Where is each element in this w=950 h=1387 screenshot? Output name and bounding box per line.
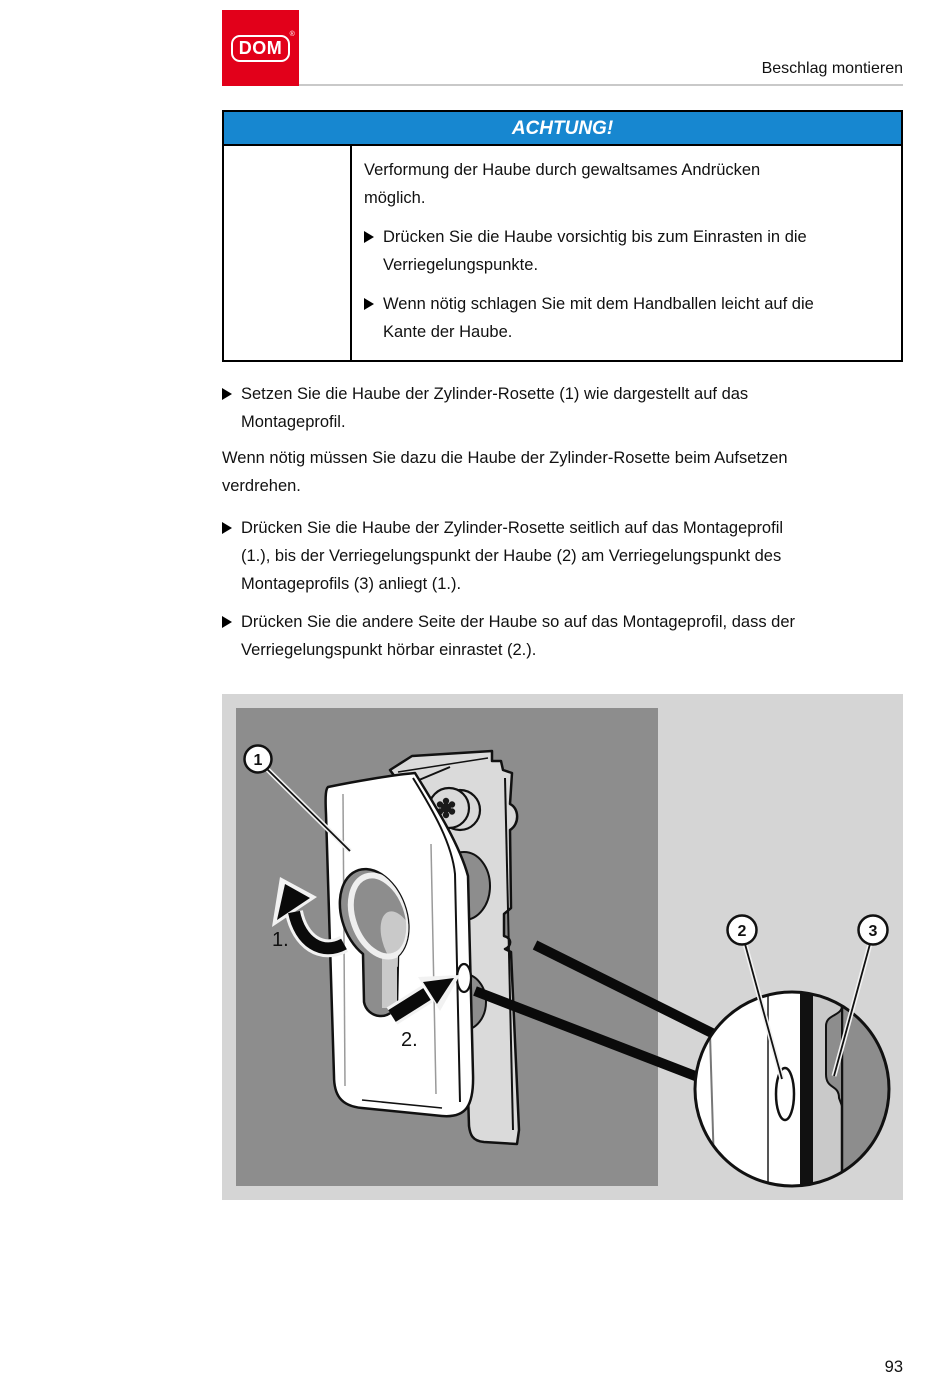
warning-text-cell <box>352 146 901 360</box>
dom-logo-text: DOM <box>238 37 283 58</box>
dom-logo-emblem <box>231 30 296 62</box>
warning-bullet: Wenn nötig schlagen Sie mit dem Handballen leicht auf die Kante der Haube. <box>364 290 887 346</box>
warning-intro: Verformung der Haube durch gewaltsames Andrücken möglich. <box>364 161 761 207</box>
instruction-paragraph: Wenn nötig müssen Sie dazu die Haube der Zylinder-Rosette beim Aufsetzen verdrehen. <box>222 449 788 495</box>
instruction-paragraph: Drücken Sie die Haube der Zylinder-Rosette seitlich auf das Montageprofil (1.), bis der Verriegelungspunkt der Haube (2) am Verriegelungspunkt des Montageprofils (3) anliegt (1.). <box>222 514 903 598</box>
warning-icon-cell <box>224 146 352 360</box>
svg-text:3: 3 <box>868 923 878 940</box>
header-divider <box>299 84 903 86</box>
bullet-triangle-icon <box>222 388 232 400</box>
bullet-triangle-icon <box>364 298 374 310</box>
figure-svg <box>222 694 903 1200</box>
warning-box <box>222 110 903 362</box>
figure-illustration <box>222 694 903 1205</box>
bullet-triangle-icon <box>364 231 374 243</box>
instruction-paragraph: Setzen Sie die Haube der Zylinder-Rosette (1) wie dargestellt auf das Montageprofil. <box>222 380 903 436</box>
warning-title: ACHTUNG! <box>224 112 901 146</box>
svg-text:1: 1 <box>253 752 263 769</box>
page-number: 93 <box>884 1358 903 1376</box>
registered-mark: ® <box>289 30 296 38</box>
warning-bullet: Drücken Sie die Haube vorsichtig bis zum Einrasten in die Verriegelungspunkte. <box>364 223 887 279</box>
section-title: Beschlag montieren <box>761 60 903 77</box>
svg-text:2: 2 <box>737 923 747 940</box>
step-2-label: 2. <box>401 1029 418 1051</box>
dom-logo <box>222 10 299 86</box>
content-column <box>222 110 903 1205</box>
warning-body <box>224 146 901 360</box>
bullet-triangle-icon <box>222 522 232 534</box>
step-1-label: 1. <box>272 929 289 951</box>
bullet-triangle-icon <box>222 616 232 628</box>
haube-slot <box>457 964 471 992</box>
instruction-paragraph: Drücken Sie die andere Seite der Haube so auf das Montageprofil, dass der Verriegelungspunkt hörbar einrastet (2.). <box>222 608 903 664</box>
